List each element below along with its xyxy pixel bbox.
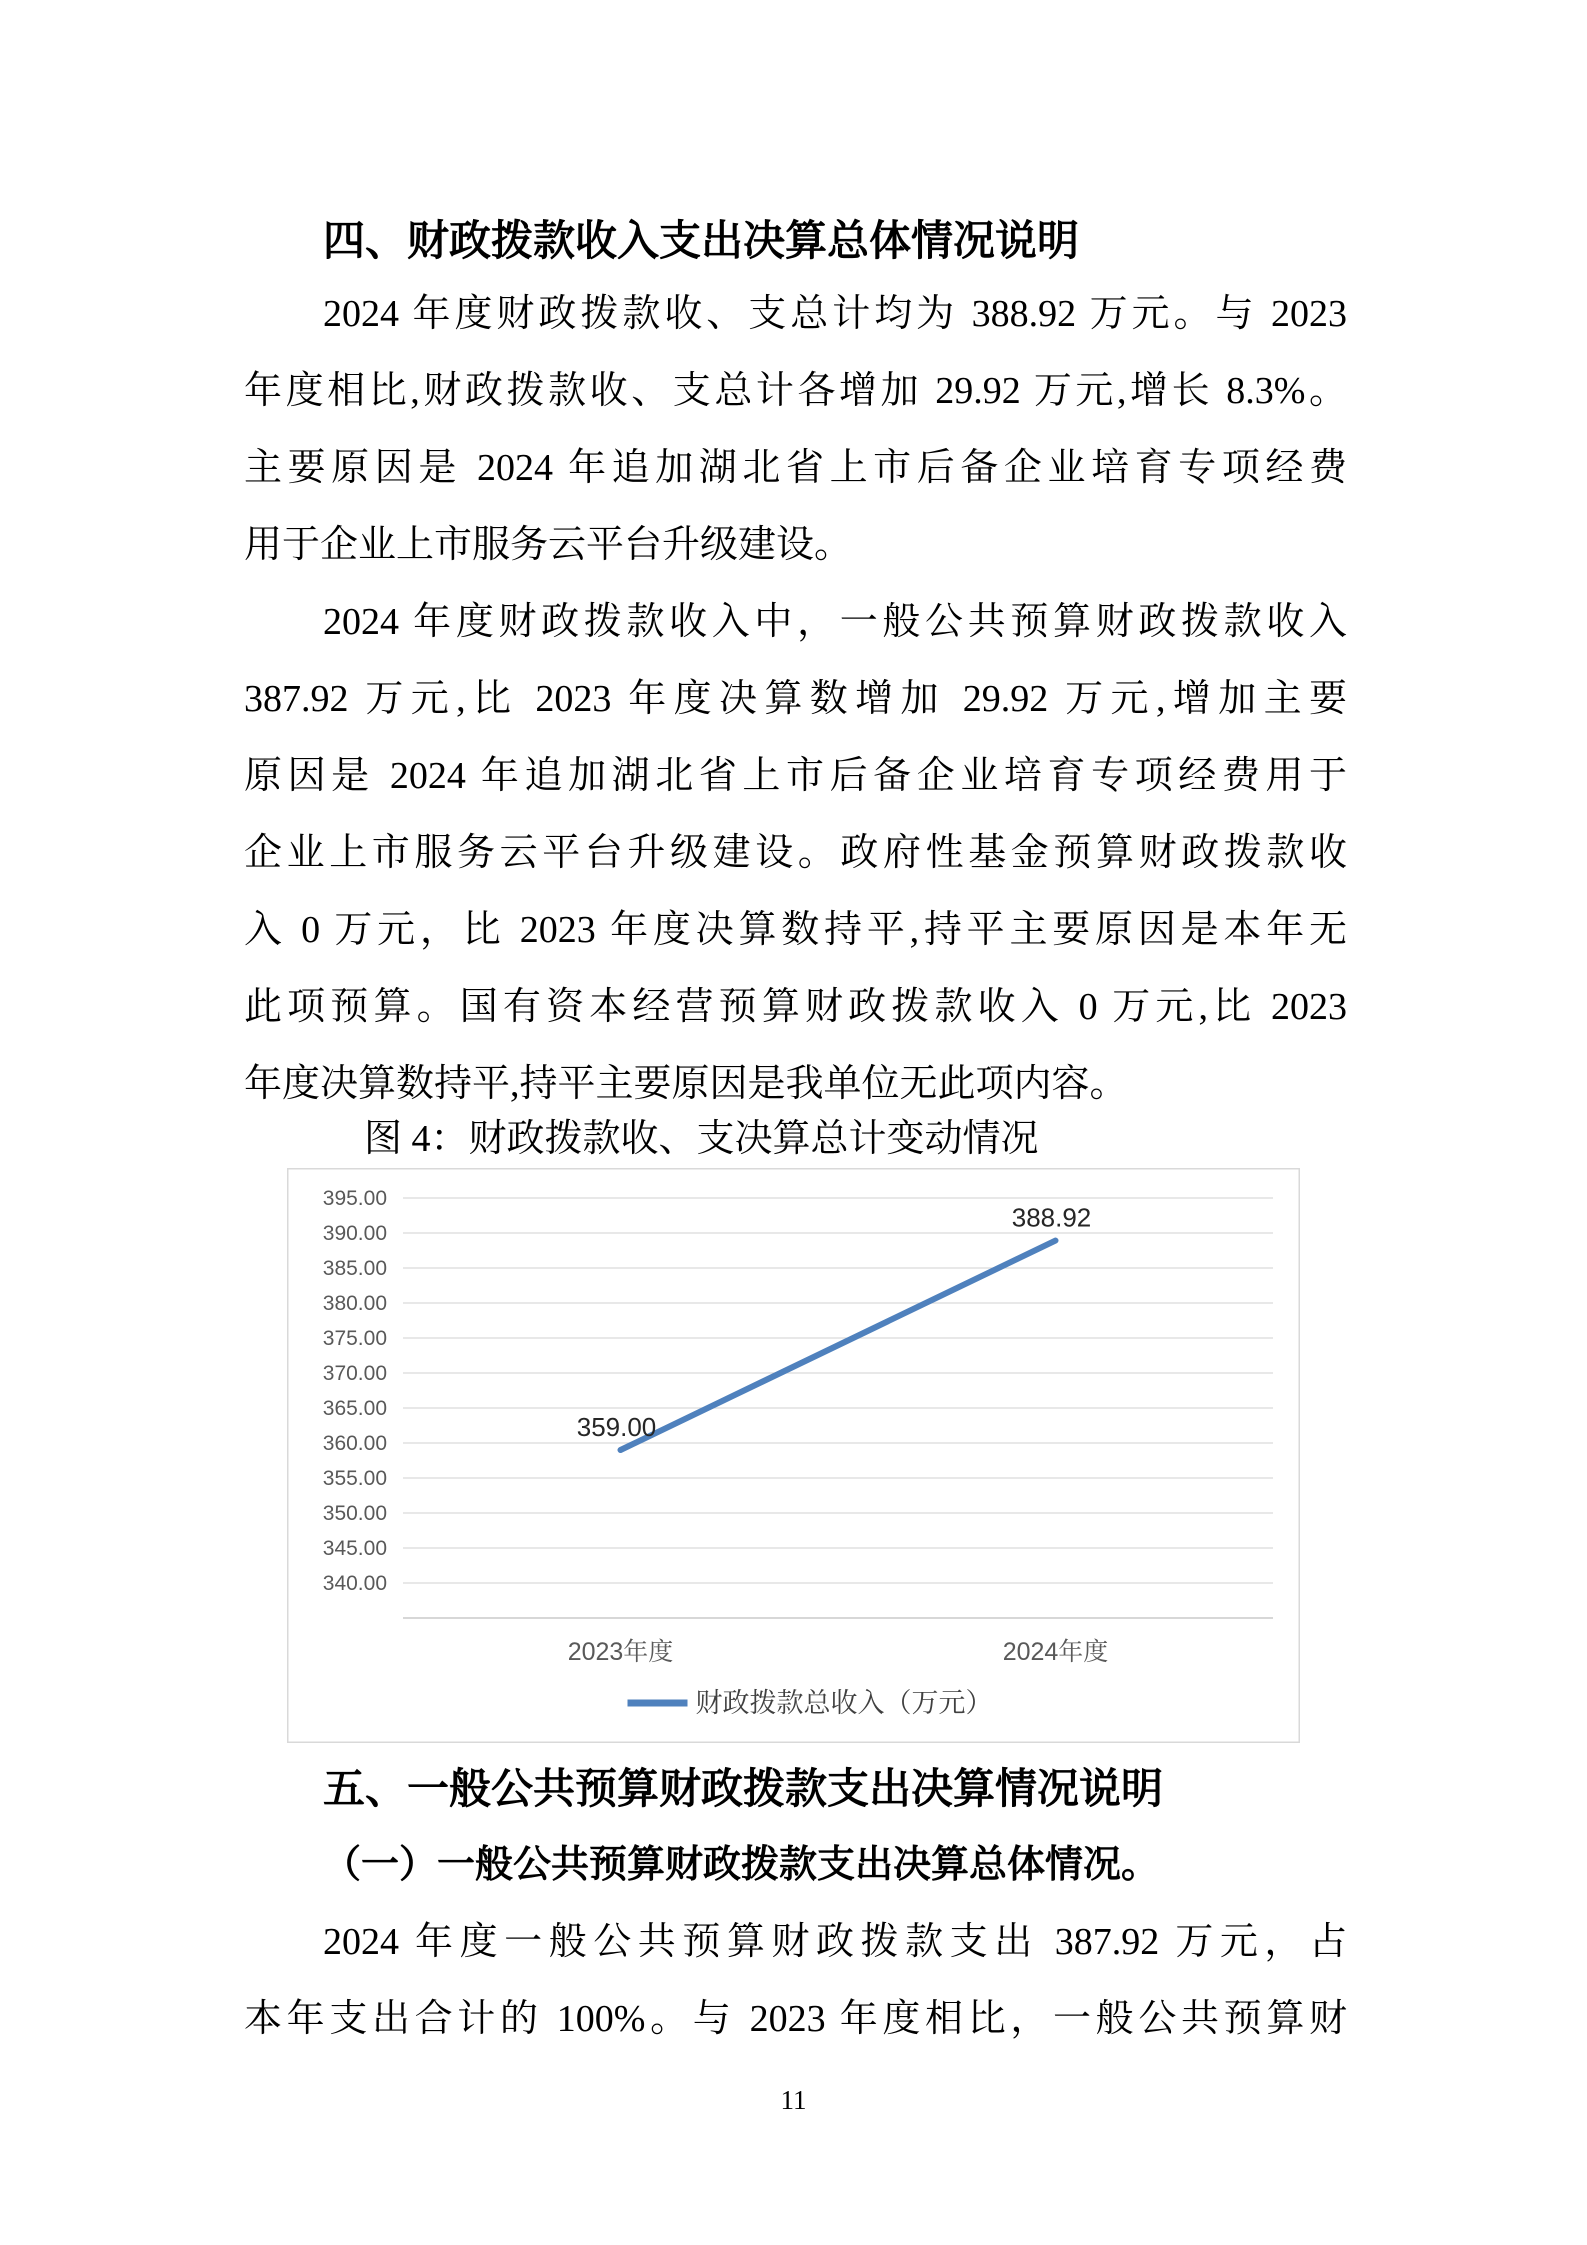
y-tick-label: 360.00 [322,1432,387,1455]
x-category-label: 2023年度 [567,1638,674,1666]
y-tick-label: 350.00 [322,1502,387,1525]
data-label: 388.92 [1011,1202,1092,1233]
line-chart [287,1168,1300,1743]
text-line: 年度决算数持平,持平主要原因是我单位无此项内容。 [244,1063,1128,1105]
chart-svg [287,1168,1300,1743]
y-tick-label: 370.00 [322,1362,387,1385]
section4-paragraph-1 [244,276,1347,584]
chart-border [288,1169,1300,1743]
x-category-label: 2024年度 [1002,1638,1109,1666]
y-tick-label: 375.00 [322,1327,387,1350]
section4-paragraph-2 [244,584,1347,1123]
y-tick-label: 345.00 [322,1537,387,1560]
y-tick-label: 340.00 [322,1572,387,1595]
text-line: 原因是 2024 年追加湖北省上市后备企业培育专项经费用于 [244,755,1347,797]
text-line: 年度相比,财政拨款收、支总计各增加 29.92 万元,增长 8.3%。 [244,370,1347,412]
text-line: 用于企业上市服务云平台升级建设。 [244,524,853,566]
y-tick-label: 395.00 [322,1187,387,1210]
text-line: 主要原因是 2024 年追加湖北省上市后备企业培育专项经费 [244,447,1347,489]
y-tick-label: 390.00 [322,1222,387,1245]
text-line: 企业上市服务云平台升级建设。政府性基金预算财政拨款收 [244,832,1347,874]
text-line: 2024 年度一般公共预算财政拨款支出 387.92 万元，占 [323,1921,1347,1963]
text-line: 此项预算。国有资本经营预算财政拨款收入 0 万元,比 2023 [244,986,1347,1028]
text-line: 387.92 万元,比 2023 年度决算数增加 29.92 万元,增加主要 [244,678,1347,720]
text-line: 2024 年度财政拨款收入中，一般公共预算财政拨款收入 [323,601,1347,643]
text-line: 本年支出合计的 100%。与 2023 年度相比，一般公共预算财 [244,1998,1347,2040]
section5-paragraph-1 [244,1904,1347,2058]
data-label: 359.00 [576,1412,657,1442]
section4-heading: 四、财政拨款收入支出决算总体情况说明 [323,217,1080,264]
text-line: 2024 年度财政拨款收、支总计均为 388.92 万元。与 2023 [323,293,1347,335]
y-tick-label: 385.00 [322,1257,387,1280]
text-line: 入 0 万元，比 2023 年度决算数持平,持平主要原因是本年无 [244,909,1347,951]
y-tick-label: 365.00 [322,1397,387,1420]
section5-subheading: （一）一般公共预算财政拨款支出决算总体情况。 [323,1844,1160,1886]
y-tick-label: 380.00 [322,1292,387,1315]
page-number: 11 [780,2085,807,2115]
y-tick-label: 355.00 [322,1467,387,1490]
figure-caption: 图 4：财政拨款收、支决算总计变动情况 [364,1118,1039,1160]
legend-label: 财政拨款总收入（万元） [695,1688,993,1718]
section5-heading: 五、一般公共预算财政拨款支出决算情况说明 [323,1765,1164,1812]
